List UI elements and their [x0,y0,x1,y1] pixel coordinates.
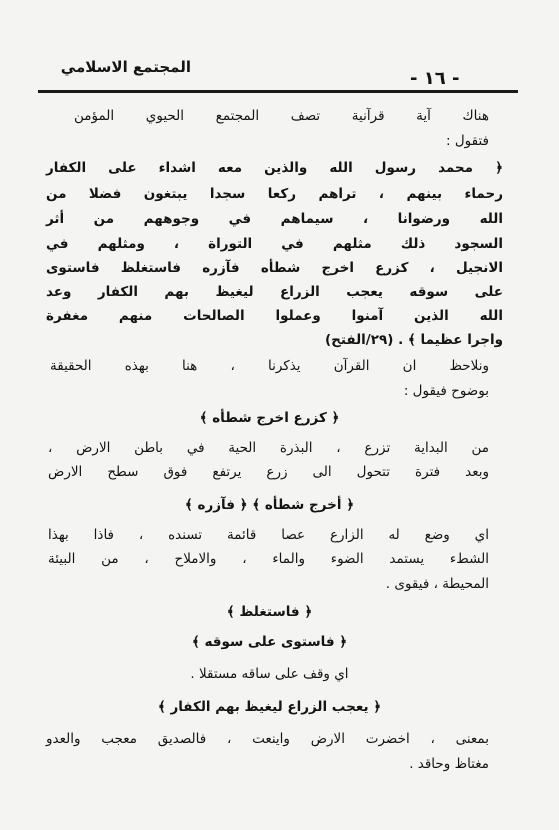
text-line: فتقول : [446,133,489,149]
running-header-title: المجتمع الاسلامي [60,58,191,76]
verse-heading: ﴿ يعجب الزراع ليغيظ بهم الكفار ﴾ [157,699,382,715]
text-line: بوضوح فيقول : [403,383,489,399]
quran-verse-line: السجود ذلك مثلهم في التوراة ، ومثلهم في [46,236,503,252]
verse-heading: ﴿ فاستغلظ ﴾ [226,604,313,620]
text-line: بمعنى ، اخضرت الارض واينعت ، فالصديق معجب والعدو [46,731,489,747]
header-rule [38,90,518,93]
quran-verse-line: على سوقه يعجب الزراع ليغيظ بهم الكفار وعد [46,284,503,300]
page-number: - ١٦ - [410,68,460,89]
verse-heading: ﴿ كزرع اخرج شطأه ﴾ [199,410,340,426]
quran-verse-line: الله الذين آمنوا وعملوا الصالحات منهم مغفرة [46,308,503,324]
quran-verse-line: الله ورضوانا ، سيماهم في وجوههم من أثر [46,211,503,227]
text-line: ونلاحظ ان القرآن يذكرنا ، هنا بهذه الحقيقة [50,358,489,374]
quran-verse-line: واجرا عظيما ﴾ . (٢٩/الفتح) [324,332,503,348]
text-line: المحيطة ، فيقوى . [385,576,489,592]
quran-verse-line: الانجيل ، كزرع اخرج شطأه فآزره فاستغلظ فاستوى [46,260,503,276]
text-line: الشطء يستمد الضوء والماء ، والاملاح ، من البيئة [48,551,489,567]
text-line: من البداية تزرع ، البذرة الحية في باطن الارض ، [48,440,489,456]
verse-heading: ﴿ فاستوى على سوقه ﴾ [191,634,348,650]
text-line: اي وضع له الزارع عصا قائمة تسنده ، فاذا بهذا [48,527,489,543]
quran-verse-line: رحماء بينهم ، تراهم ركعا سجدا يبتغون فضلا من [46,186,503,202]
text-line: وبعد فترة تتحول الى زرع يرتفع فوق سطح الارض [48,464,489,480]
verse-heading: ﴿ أخرج شطأه ﴾ ﴿ فآزره ﴾ [184,497,355,513]
quran-verse-line: ﴿ محمد رسول الله والذين معه اشداء على الكفار [46,160,503,176]
text-line: هناك آية قرآنية تصف المجتمع الحيوي المؤمن [74,108,489,124]
text-line: اي وقف على ساقه مستقلا . [190,666,349,682]
text-line: مغتاظ وحاقد . [409,756,489,772]
